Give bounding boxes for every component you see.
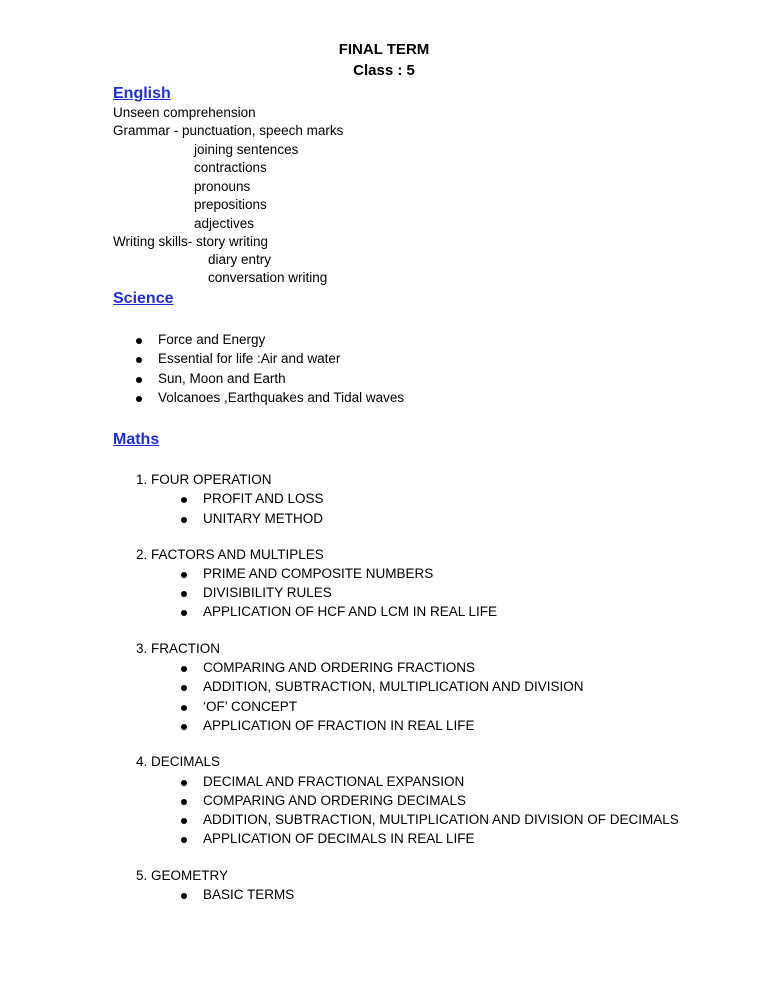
maths-subitem: PRIME AND COMPOSITE NUMBERS [203,566,434,581]
grammar-label: Grammar - punctuation, speech marks [113,123,344,138]
bullet-icon [136,396,142,402]
bullet-icon [181,705,187,711]
grammar-item: joining sentences [194,142,299,157]
bullet-icon [181,724,187,730]
maths-heading: Maths [113,431,160,448]
writing-item: conversation writing [208,270,328,285]
maths-subitem: PROFIT AND LOSS [203,491,324,506]
grammar-item: adjectives [194,216,255,231]
bullet-icon [181,610,187,616]
grammar-item: prepositions [194,197,267,212]
class-label: Class : 5 [353,62,415,79]
maths-subitem: APPLICATION OF DECIMALS IN REAL LIFE [203,831,475,846]
science-item: Sun, Moon and Earth [158,371,286,386]
maths-topic: 1. FOUR OPERATION [136,472,272,487]
english-line: Unseen comprehension [113,105,256,120]
grammar-item: contractions [194,160,267,175]
bullet-icon [181,799,187,805]
maths-topic: 2. FACTORS AND MULTIPLES [136,547,324,562]
maths-subitem: DIVISIBILITY RULES [203,585,332,600]
bullet-icon [136,377,142,383]
science-item: Force and Energy [158,332,266,347]
english-heading: English [113,85,171,102]
writing-item: diary entry [208,252,272,267]
maths-subitem: COMPARING AND ORDERING DECIMALS [203,793,467,808]
bullet-icon [181,893,187,899]
bullet-icon [136,357,142,363]
science-heading: Science [113,290,174,307]
maths-subitem: BASIC TERMS [203,887,295,902]
bullet-icon [181,572,187,578]
bullet-icon [181,591,187,597]
maths-subitem: APPLICATION OF FRACTION IN REAL LIFE [203,718,475,733]
maths-subitem: COMPARING AND ORDERING FRACTIONS [203,660,476,675]
bullet-icon [181,497,187,503]
bullet-icon [181,780,187,786]
maths-subitem: ADDITION, SUBTRACTION, MULTIPLICATION AND DIVISION [203,679,584,694]
page-title: FINAL TERM [338,41,430,58]
bullet-icon [181,685,187,691]
bullet-icon [181,818,187,824]
bullet-icon [181,666,187,672]
writing-label: Writing skills- story writing [113,234,269,249]
maths-topic: 4. DECIMALS [136,754,221,769]
science-item: Volcanoes ,Earthquakes and Tidal waves [158,390,405,405]
bullet-icon [181,837,187,843]
bullet-icon [181,517,187,523]
maths-subitem: ‘OF’ CONCEPT [203,699,297,714]
maths-subitem: UNITARY METHOD [203,511,324,526]
maths-topic: 5. GEOMETRY [136,868,229,883]
maths-subitem: DECIMAL AND FRACTIONAL EXPANSION [203,774,465,789]
maths-topic: 3. FRACTION [136,641,221,656]
grammar-item: pronouns [194,179,251,194]
bullet-icon [136,338,142,344]
science-item: Essential for life :Air and water [158,351,341,366]
maths-subitem: APPLICATION OF HCF AND LCM IN REAL LIFE [203,604,498,619]
maths-subitem: ADDITION, SUBTRACTION, MULTIPLICATION AND DIVISION OF DECIMALS [203,812,679,827]
